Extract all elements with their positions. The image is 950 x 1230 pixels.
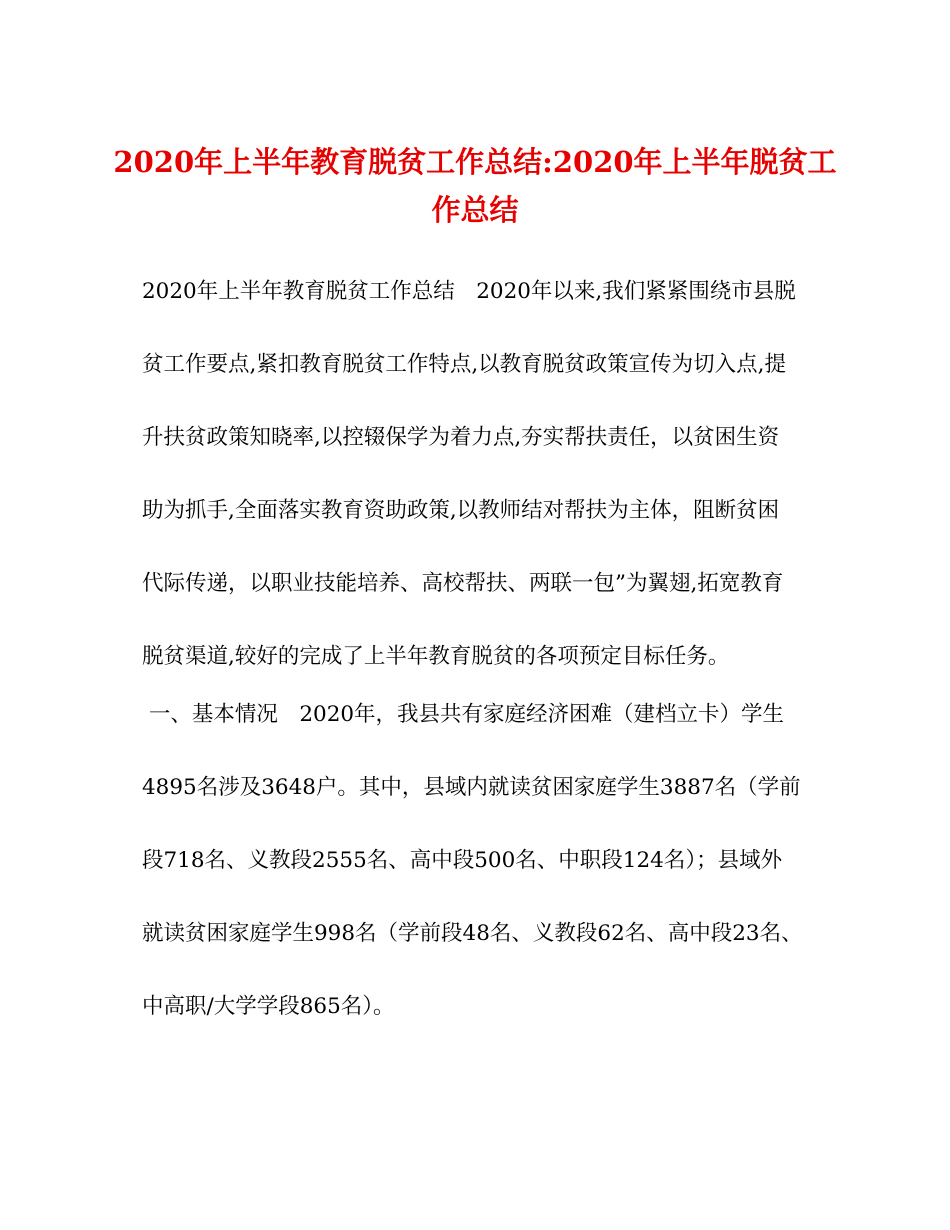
paragraph-line: 4895名涉及3648户。其中，县域内就读贫困家庭学生3887名（学前 [142,775,801,800]
document-title [90,138,860,234]
paragraph-line: 代际传递，以职业技能培养、高校帮扶、两联一包”为翼翅,拓宽教育 [142,571,784,596]
paragraph-line: 2020年上半年教育脱贫工作总结 2020年以来,我们紧紧围绕市县脱 [142,279,796,304]
intro-paragraph [142,255,814,693]
title-line: 作总结 [431,193,519,227]
basic-situation-paragraph [142,678,814,1043]
paragraph-line: 升扶贫政策知晓率,以控辍保学为着力点,夯实帮扶责任，以贫困生资 [142,425,780,450]
paragraph-line: 段718名、义教段2555名、高中段500名、中职段124名）；县域外 [142,848,783,873]
paragraph-line: 一、基本情况 2020年，我县共有家庭经济困难（建档立卡）学生 [142,702,785,727]
paragraph-line: 脱贫渠道,较好的完成了上半年教育脱贫的各项预定目标任务。 [142,644,730,669]
paragraph-line: 助为抓手,全面落实教育资助政策,以教师结对帮扶为主体，阻断贫困 [142,498,780,523]
paragraph-line: 贫工作要点,紧扣教育脱贫工作特点,以教育脱贫政策宣传为切入点,提 [142,352,787,377]
paragraph-line: 就读贫困家庭学生998名（学前段48名、义教段62名、高中段23名、 [142,921,803,946]
paragraph-line: 中高职/大学学段865名）。 [142,994,395,1019]
title-line: 2020年上半年教育脱贫工作总结:2020年上半年脱贫工 [113,145,837,179]
